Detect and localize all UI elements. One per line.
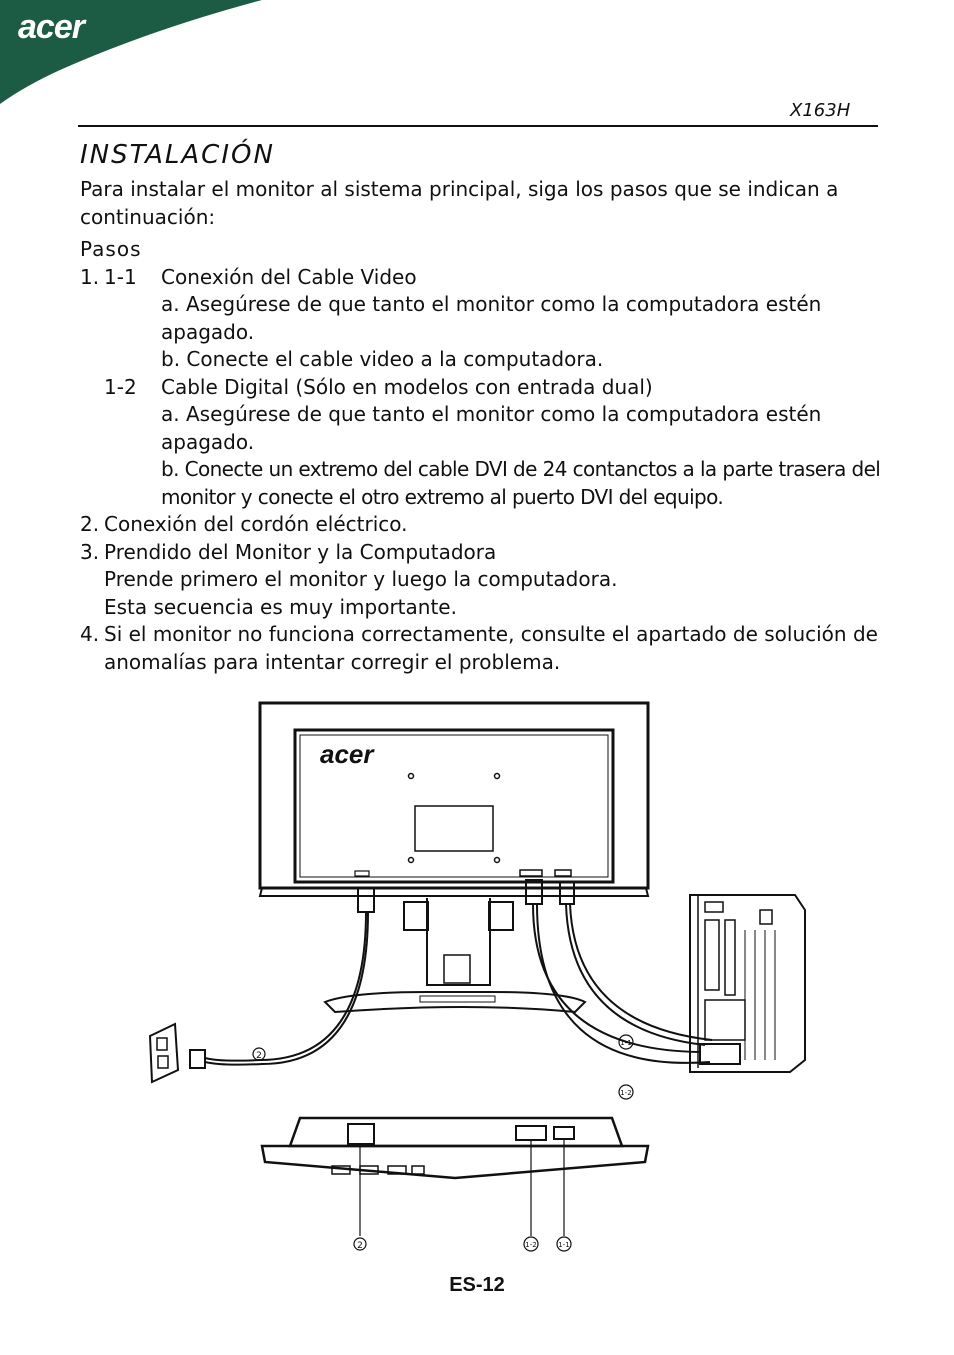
svg-text:1-2: 1-2 bbox=[525, 1241, 537, 1249]
step-3-number: 3. bbox=[80, 539, 100, 564]
section-title: INSTALACIÓN bbox=[80, 140, 275, 170]
svg-text:1-1: 1-1 bbox=[620, 1039, 632, 1047]
step-2-number: 2. bbox=[80, 512, 100, 536]
intro-paragraph: Para instalar el monitor al sistema principal, siga los pasos que se indican a continuación: bbox=[80, 177, 839, 229]
step-1-number: 1. bbox=[80, 264, 100, 289]
power-cable bbox=[205, 912, 366, 1061]
step-1-1-title: Conexión del Cable Video bbox=[161, 264, 417, 289]
acer-logo: acer bbox=[18, 8, 84, 46]
svg-text:2: 2 bbox=[256, 1051, 262, 1061]
step-1-1-code: 1-1 bbox=[104, 264, 137, 289]
connection-diagram bbox=[140, 690, 820, 1260]
step-3-title: Prendido del Monitor y la Computadora bbox=[104, 539, 497, 564]
instructions-body bbox=[80, 176, 890, 676]
dvi-cable bbox=[533, 904, 700, 1052]
svg-text:1-2: 1-2 bbox=[620, 1089, 632, 1097]
step-1-1-row bbox=[80, 264, 890, 292]
vga-plug-icon bbox=[560, 882, 574, 904]
step-1-2-title: Cable Digital (Sólo en modelos con entrada dual) bbox=[161, 374, 653, 399]
callout-vga-top bbox=[619, 1035, 633, 1049]
step-3-line-2: Esta secuencia es muy importante. bbox=[104, 594, 457, 619]
step-2-row bbox=[80, 511, 890, 539]
step-3-row bbox=[80, 539, 890, 567]
step-4-text: Si el monitor no funciona correctamente, consulte el apartado de solución de anomalías para intentar corregir el problema. bbox=[104, 622, 878, 674]
step-2-text: Conexión del cordón eléctrico. bbox=[104, 512, 408, 536]
monitor-stand bbox=[260, 888, 648, 1012]
header-rule bbox=[78, 125, 878, 127]
power-port-icon bbox=[348, 1124, 374, 1144]
callout-vga-bottom bbox=[557, 1237, 571, 1251]
step-1-1-b: b. Conecte el cable video a la computadora. bbox=[161, 347, 604, 371]
step-4-number: 4. bbox=[80, 622, 100, 646]
monitor-acer-logo: acer bbox=[320, 739, 374, 769]
callout-dvi-bottom bbox=[524, 1237, 538, 1251]
step-3-line-1: Prende primero el monitor y luego la computadora. bbox=[104, 567, 618, 591]
power-plug-icon bbox=[358, 888, 374, 912]
callout-power-top bbox=[253, 1048, 265, 1061]
monitor-back bbox=[260, 703, 648, 888]
callout-power-bottom bbox=[354, 1238, 366, 1251]
svg-text:2: 2 bbox=[357, 1241, 363, 1251]
wall-outlet-icon bbox=[150, 1024, 205, 1082]
callout-dvi-top bbox=[619, 1085, 633, 1099]
page-number: ES-12 bbox=[449, 1274, 505, 1296]
monitor-bottom-view bbox=[262, 1118, 648, 1236]
step-4-row bbox=[80, 621, 890, 676]
step-1-2-row bbox=[80, 374, 890, 402]
model-number: X163H bbox=[790, 100, 851, 121]
step-1-1-a: a. Asegúrese de que tanto el monitor como la computadora estén apagado. bbox=[161, 292, 822, 344]
svg-text:1-1: 1-1 bbox=[558, 1241, 570, 1249]
step-1-2-b: b. Conecte un extremo del cable DVI de 24 contanctos a la parte trasera del monitor y conecte el otro extremo al puerto DVI del equipo. bbox=[161, 457, 881, 509]
step-1-2-code: 1-2 bbox=[104, 374, 137, 399]
dvi-port-icon bbox=[516, 1126, 546, 1140]
vga-port-icon bbox=[554, 1127, 574, 1139]
dvi-plug-icon bbox=[526, 880, 542, 904]
steps-heading: Pasos bbox=[80, 237, 142, 261]
step-1-2-a: a. Asegúrese de que tanto el monitor como la computadora estén apagado. bbox=[161, 402, 822, 454]
computer-tower-icon bbox=[690, 895, 805, 1072]
